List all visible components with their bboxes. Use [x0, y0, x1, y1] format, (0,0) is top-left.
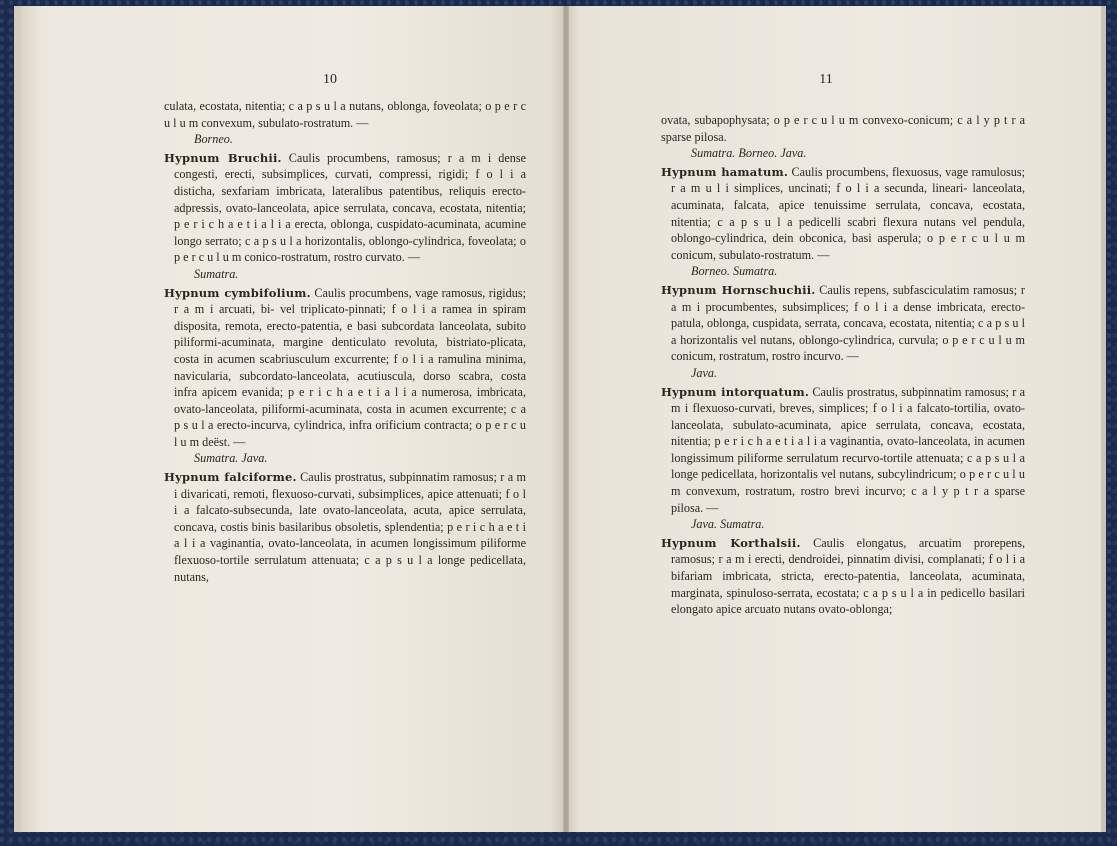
- locality: Borneo.: [194, 132, 233, 147]
- paragraph: ovata, subapophysata; o p e r c u l u m convexo-conicum; c a l y p t r a sparse pilosa.: [661, 113, 1025, 144]
- species-entry: [661, 282, 1025, 365]
- book-gutter: [563, 6, 569, 832]
- locality: Java.: [691, 365, 718, 380]
- species-name: Hypnum cymbifolium.: [164, 285, 311, 300]
- species-entry: [661, 164, 1025, 264]
- species-description: Caulis elongatus, arcuatim prorepens, ramosus; r a m i erecti, dendroidei, pinnatim divisi, complanati; f o l i a bifariam imbricata, stricta, erecto-patentia, lanceolata, acuminata, marginata, spinuloso-serrata, ecostata; c a p s u l a in pedicello basilari elongato apice arcuato nutans ovato-oblonga;: [671, 535, 1026, 617]
- page-number-left: 10: [323, 72, 337, 87]
- page-number-right: 11: [819, 72, 833, 87]
- species-entry: [164, 150, 526, 266]
- species-entry: [164, 285, 526, 451]
- species-name: Hypnum Hornschuchii.: [661, 282, 816, 297]
- right-page-text: [661, 112, 1025, 618]
- species-name: Hypnum hamatum.: [661, 164, 789, 179]
- right-page: [566, 6, 1106, 832]
- species-description: Caulis procumbens, flexuosus, vage ramulosus; r a m u l i simplices, uncinati; f o l i a secunda, lineari- lanceolata, acuminata, falcata, apice tenuissime serrulata, concava, ecostata, nitentia; c a p s u l a pedicelli scabri flexura nutans vel pendula, oblongo-cylindrica, dein obconica, basi asperula; o p e r c u l u m conicum, subulato-rostratum. —: [671, 164, 1025, 262]
- species-name: Hypnum falciforme.: [164, 470, 297, 485]
- paragraph: culata, ecostata, nitentia; c a p s u l a nutans, oblonga, foveolata; o p e r c u l u m convexum, subulato-rostratum. —: [164, 99, 526, 130]
- species-description: Caulis prostratus, subpinnatim ramosus; r a m i divaricati, remoti, flexuoso-curvati, subsimplices, apice attenuati; f o l i a falcato-subsecunda, late ovato-lanceolata, acuta, apice serrulata, concava, costis binis basilaribus obsoletis, splendentia; p e r i c h a e t i a l i a vaginantia, ovato-lanceolata, in acumen longissimum piliforme flexuoso-tortile serrulatum attenuata; c a p s u l a longe pedicellata, nutans,: [174, 470, 527, 584]
- left-page: [14, 6, 566, 832]
- locality: Sumatra. Borneo. Java.: [691, 146, 807, 161]
- locality: Sumatra.: [194, 266, 239, 281]
- left-page-text: [164, 98, 526, 585]
- species-description: Caulis prostratus, subpinnatim ramosus; r a m i flexuoso-curvati, breves, simplices; f o l i a falcato-tortilia, ovato-lanceolata, subulato-acuminata, apice serrulata, concava, ecostata, nitentia; p e r i c h a e t i a l i a vaginantia, ovato-lanceolata, in acumen longissimum piliforme serrulatum recurvo-tortile attenuata; c a p s u l a longe pedicellata, horizontalis vel nutans, subcylindricum; o p e r c u l u m convexum, rostratum, rostro brevi incurvo; c a l y p t r a sparse pilosa. —: [671, 384, 1025, 515]
- species-description: Caulis procumbens, ramosus; r a m i dense congesti, erecti, subsimplices, curvati, compressi, rigidi; f o l i a disticha, sexfariam imbricata, lateralibus patentibus, reliquis erecto-adpressis, ovato-lanceolata, apice serrulata, concava, ecostata, nitentia; p e r i c h a e t i a l i a erecta, oblonga, cuspidato-acuminata, acumine longo serrato; c a p s u l a horizontalis, oblongo-cylindrica, foveolata; o p e r c u l u m conico-rostratum, rostro curvato. —: [174, 150, 527, 265]
- species-name: Hypnum intorquatum.: [661, 384, 810, 399]
- species-name: Hypnum Korthalsii.: [661, 535, 801, 550]
- open-book: [14, 6, 1106, 832]
- species-entry: [661, 384, 1025, 517]
- species-name: Hypnum Bruchii.: [164, 150, 282, 165]
- species-description: Caulis procumbens, vage ramosus, rigidus; r a m i arcuati, bi- vel triplicato-pinnati; f o l i a ramea in spiram disposita, remota, erecto-patentia, e basi subcordata lanceolata, subito piliformi-acuminata, margine denticulato revoluta, bistriato-plicata, costa in acumen scabriusculum excurrente; f o l i a ramulina minima, navicularia, subcordato-lanceolata, acutiuscula, dorso scabra, costa infra apicem evanida; p e r i c h a e t i a l i a numerosa, imbricata, ovato-lanceolata, piliformi-acuminata, costa in acumen excurrente; c a p s u l a erecto-incurva, cylindrica, infra orificium contracta; o p e r c u l u m deëst. —: [174, 285, 527, 449]
- species-entry: [164, 469, 526, 585]
- species-entry: [661, 535, 1025, 618]
- locality: Sumatra. Java.: [194, 451, 268, 466]
- species-description: Caulis repens, subfasciculatim ramosus; r a m i procumbentes, subsimplices; f o l i a dense imbricata, erecto-patula, oblonga, cuspidata, serrata, concava, ecostata, nitentia; c a p s u l a horizontalis vel nutans, oblongo-cylindrica, curvula; o p e r c u l u m conicum, rostratum, rostro incurvo. —: [671, 282, 1025, 364]
- locality: Java. Sumatra.: [691, 517, 765, 532]
- locality: Borneo. Sumatra.: [691, 264, 778, 279]
